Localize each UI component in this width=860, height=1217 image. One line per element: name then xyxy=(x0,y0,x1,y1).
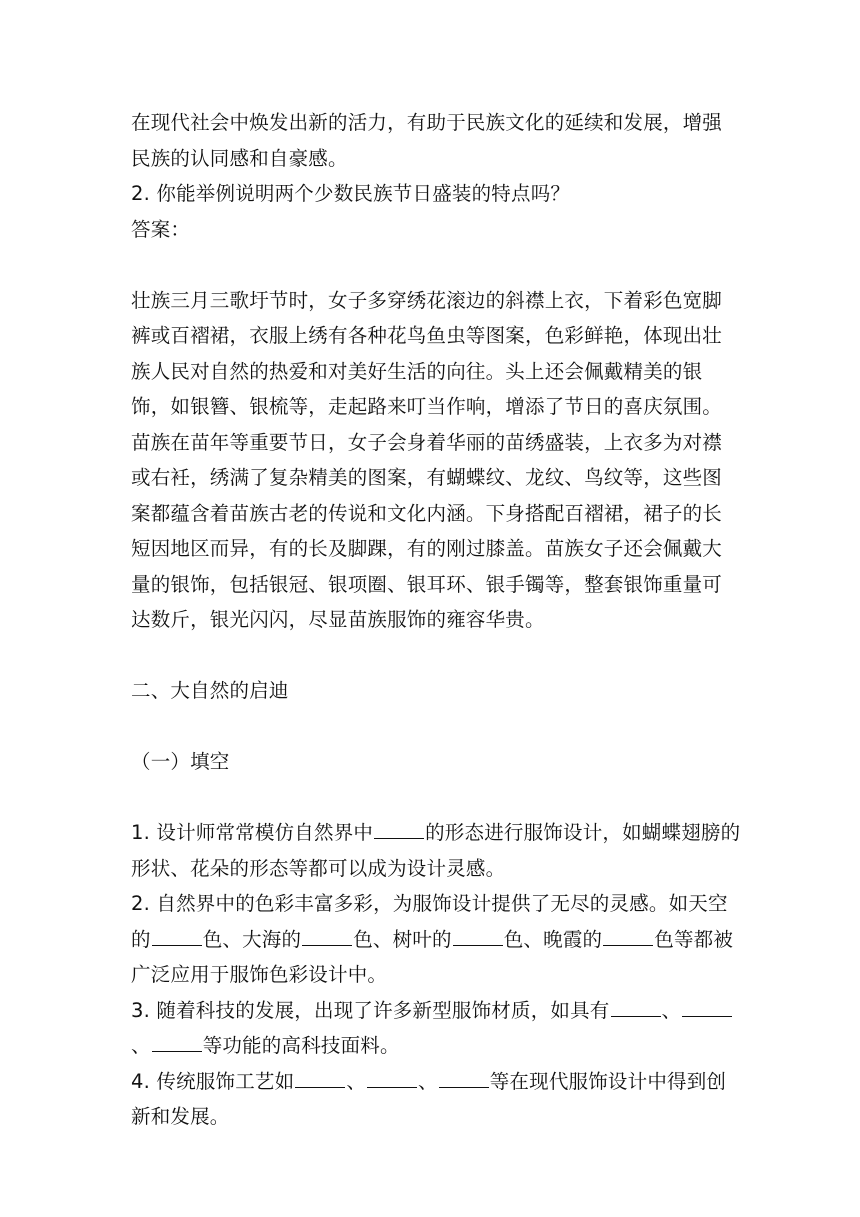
answer-label: 答案： xyxy=(131,217,191,241)
fill-blank xyxy=(439,1065,489,1088)
blank-line xyxy=(131,709,741,745)
fill-question-2-text-e: 色等都被广泛应用于服饰色彩设计中。 xyxy=(131,927,734,986)
answer-zhuang-paragraph: 壮族三月三歌圩节时，女子多穿绣花滚边的斜襟上衣，下着彩色宽脚裤或百褶裙，衣服上绣有各种花鸟鱼虫等图案，色彩鲜艳，体现出壮族人民对自然的热爱和对美好生活的向往。头上还会佩戴精美的银饰，如银簪、银梳等，走起路来叮当作响，增添了节日的喜庆氛围。 xyxy=(131,288,723,418)
blank-line xyxy=(131,638,741,674)
fill-blank xyxy=(611,994,661,1017)
fill-question-3 xyxy=(131,993,741,1064)
blank-line xyxy=(131,247,741,283)
fill-question-1-text-b: 的形态进行服饰设计，如蝴蝶翅膀的形状、花朵的形态等都可以成为设计灵感。 xyxy=(131,821,741,880)
fill-blank xyxy=(152,923,202,946)
fill-question-2-text-d: 色、晚霞的 xyxy=(503,927,603,951)
blank-line xyxy=(131,780,741,816)
fill-question-2 xyxy=(131,886,741,993)
fill-question-4-separator: 、 xyxy=(346,1069,367,1093)
fill-blank xyxy=(374,816,424,839)
subsection-heading: （一）填空 xyxy=(131,750,230,773)
fill-question-1 xyxy=(131,815,741,886)
fill-question-2-text-c: 色、树叶的 xyxy=(353,927,452,951)
fill-question-3-text-b: 等功能的高科技面料。 xyxy=(202,1034,400,1057)
fill-question-2-text-b: 色、大海的 xyxy=(202,927,302,951)
document-body xyxy=(131,105,741,1135)
fill-question-4-text-a: 4. 传统服饰工艺如 xyxy=(131,1069,295,1093)
fill-blank xyxy=(302,923,352,946)
section-heading: 二、大自然的启迪 xyxy=(131,679,289,702)
fill-question-4-separator: 、 xyxy=(418,1069,438,1093)
fill-question-3-text-a: 3. 随着科技的发展，出现了许多新型服饰材质，如具有 xyxy=(131,998,610,1022)
fill-question-3-separator: 、 xyxy=(131,1034,151,1057)
fill-question-2-text-a: 2. 自然界中的色彩丰富多彩，为服饰设计提供了无尽的灵感。如天空的 xyxy=(131,892,728,951)
fill-question-4 xyxy=(131,1064,741,1135)
question-2: 2. 你能举例说明两个少数民族节日盛装的特点吗？ xyxy=(131,182,571,205)
fill-question-1-text-a: 1. 设计师常常模仿自然界中 xyxy=(131,821,374,844)
answer-miao-paragraph: 苗族在苗年等重要节日，女子会身着华丽的苗绣盛装，上衣多为对襟或右衽，绣满了复杂精美的图案，有蝴蝶纹、龙纹、鸟纹等，这些图案都蕴含着苗族古老的传说和文化内涵。下身搭配百褶裙，裙子的长短因地区而异，有的长及脚踝，有的刚过膝盖。苗族女子还会佩戴大量的银饰，包括银冠、银项圈、银耳环、银手镯等，整套银饰重量可达数斤，银光闪闪，尽显苗族服饰的雍容华贵。 xyxy=(131,430,723,631)
fill-question-3-separator: 、 xyxy=(661,998,682,1022)
fill-blank xyxy=(152,1029,202,1052)
fill-blank xyxy=(682,994,732,1017)
fill-question-4-text-b: 等在现代服饰设计中得到创新和发展。 xyxy=(131,1069,727,1128)
fill-blank xyxy=(367,1065,417,1088)
fill-blank xyxy=(295,1065,345,1088)
paragraph-continuation: 在现代社会中焕发出新的活力，有助于民族文化的延续和发展，增强民族的认同感和自豪感。 xyxy=(131,111,723,170)
fill-blank xyxy=(453,923,503,946)
fill-blank xyxy=(603,923,653,946)
